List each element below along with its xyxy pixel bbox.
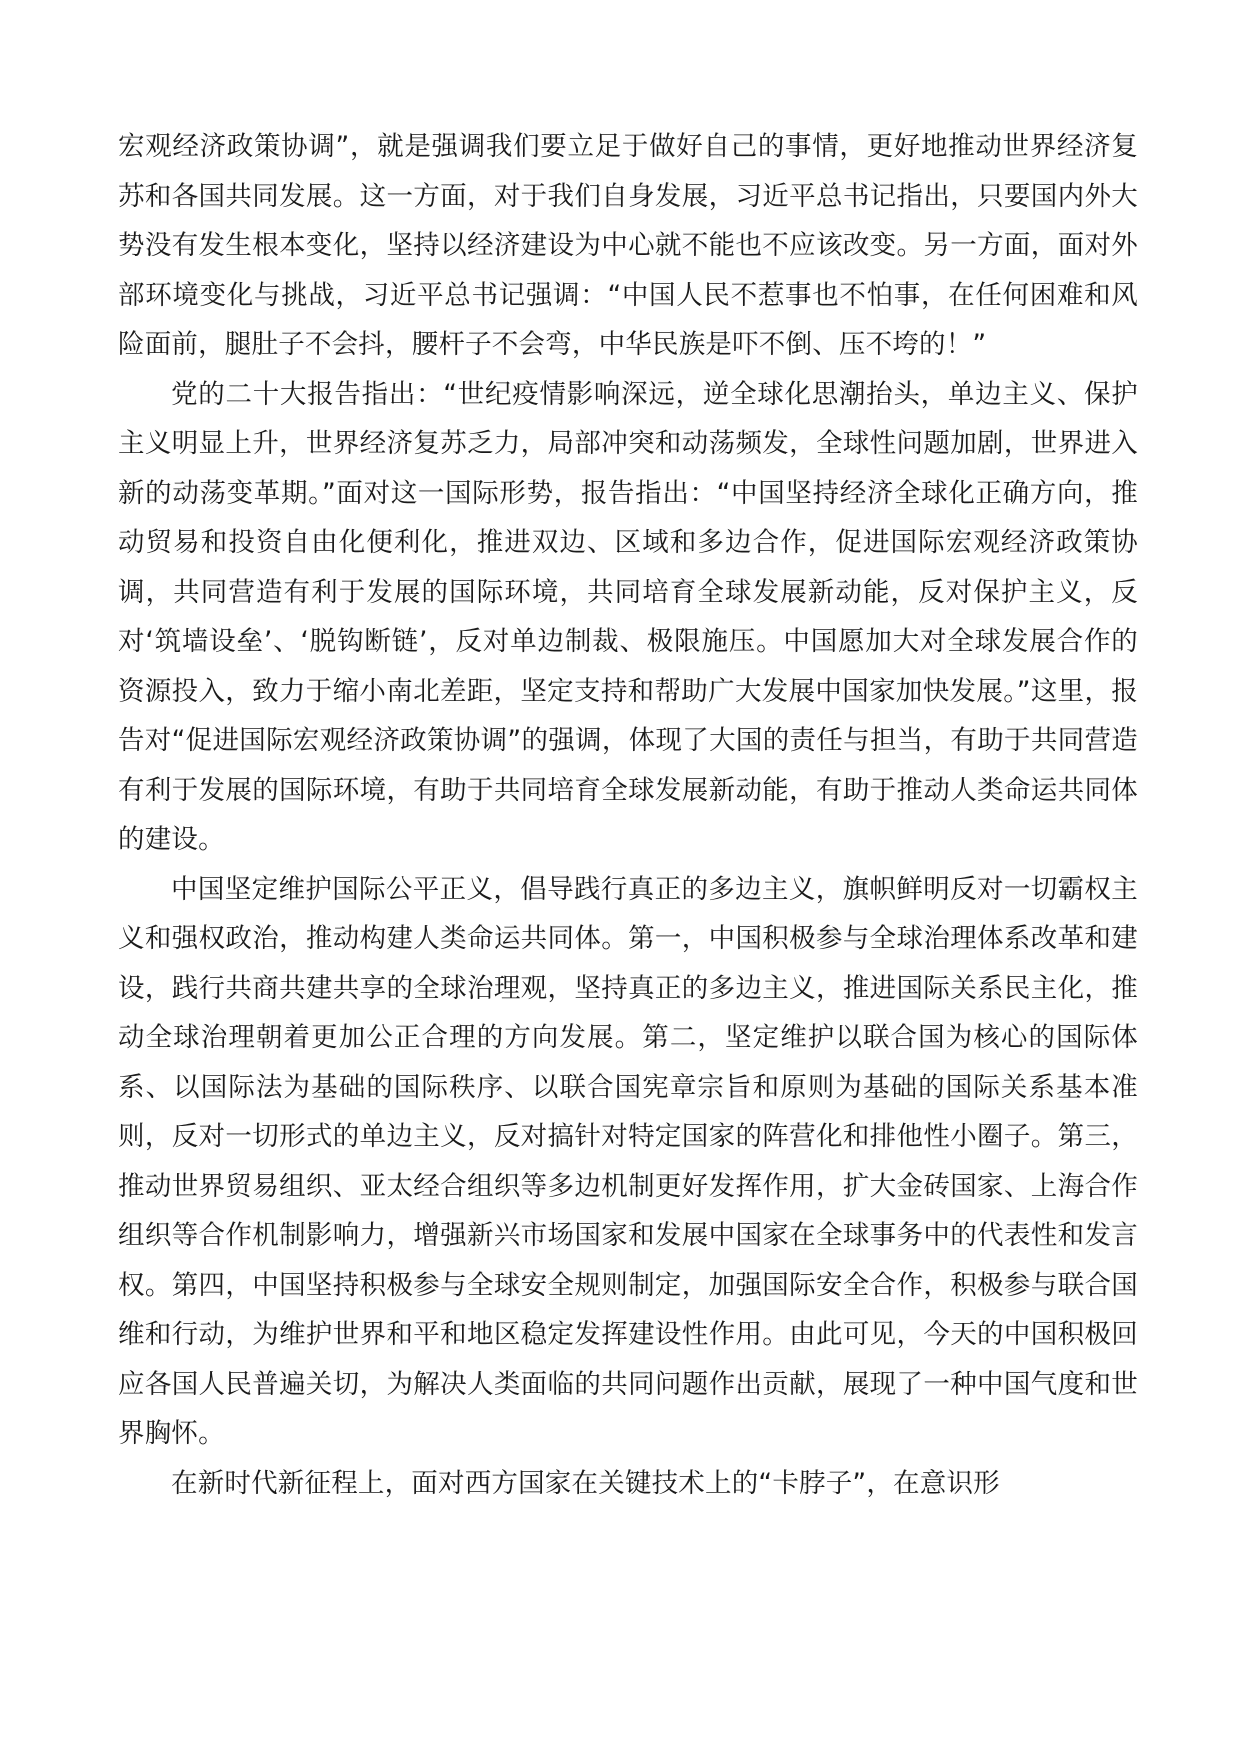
paragraph-3: 中国坚定维护国际公平正义，倡导践行真正的多边主义，旗帜鲜明反对一切霸权主义和强权政治，推动构建人类命运共同体。第一，中国积极参与全球治理体系改革和建设，践行共商共建共享的全球治理观，坚持真正的多边主义，推进国际关系民主化，推动全球治理朝着更加公正合理的方向发展。第二，坚定维护以联合国为核心的国际体系、以国际法为基础的国际秩序、以联合国宪章宗旨和原则为基础的国际关系基本准则，反对一切形式的单边主义，反对搞针对特定国家的阵营化和排他性小圈子。第三，推动世界贸易组织、亚太经合组织等多边机制更好发挥作用，扩大金砖国家、上海合作组织等合作机制影响力，增强新兴市场国家和发展中国家在全球事务中的代表性和发言权。第四，中国坚持积极参与全球安全规则制定，加强国际安全合作，积极参与联合国维和行动，为维护世界和平和地区稳定发挥建设性作用。由此可见，今天的中国积极回应各国人民普遍关切，为解决人类面临的共同问题作出贡献，展现了一种中国气度和世界胸怀。 xyxy=(118,873,1138,1449)
body-text xyxy=(118,122,1138,1508)
paragraph-2: 党的二十大报告指出：“世纪疫情影响深远，逆全球化思潮抬头，单边主义、保护主义明显上升，世界经济复苏乏力，局部冲突和动荡频发，全球性问题加剧，世界进入新的动荡变革期。”面对这一国际形势，报告指出：“中国坚持经济全球化正确方向，推动贸易和投资自由化便利化，推进双边、区域和多边合作，促进国际宏观经济政策协调，共同营造有利于发展的国际环境，共同培育全球发展新动能，反对保护主义，反对‘筑墙设垒’、‘脱钩断链’，反对单边制裁、极限施压。中国愿加大对全球发展合作的资源投入，致力于缩小南北差距，坚定支持和帮助广大发展中国家加快发展。”这里，报告对“促进国际宏观经济政策协调”的强调，体现了大国的责任与担当，有助于共同营造有利于发展的国际环境，有助于共同培育全球发展新动能，有助于推动人类命运共同体的建设。 xyxy=(118,378,1138,855)
paragraph-1: 宏观经济政策协调”，就是强调我们要立足于做好自己的事情，更好地推动世界经济复苏和各国共同发展。这一方面，对于我们自身发展，习近平总书记指出，只要国内外大势没有发生根本变化，坚持以经济建设为中心就不能也不应该改变。另一方面，面对外部环境变化与挑战，习近平总书记强调：“中国人民不惹事也不怕事，在任何困难和风险面前，腿肚子不会抖，腰杆子不会弯，中华民族是吓不倒、压不垮的！” xyxy=(118,131,1138,360)
paragraph-4: 在新时代新征程上，面对西方国家在关键技术上的“卡脖子”，在意识形 xyxy=(171,1467,1000,1499)
